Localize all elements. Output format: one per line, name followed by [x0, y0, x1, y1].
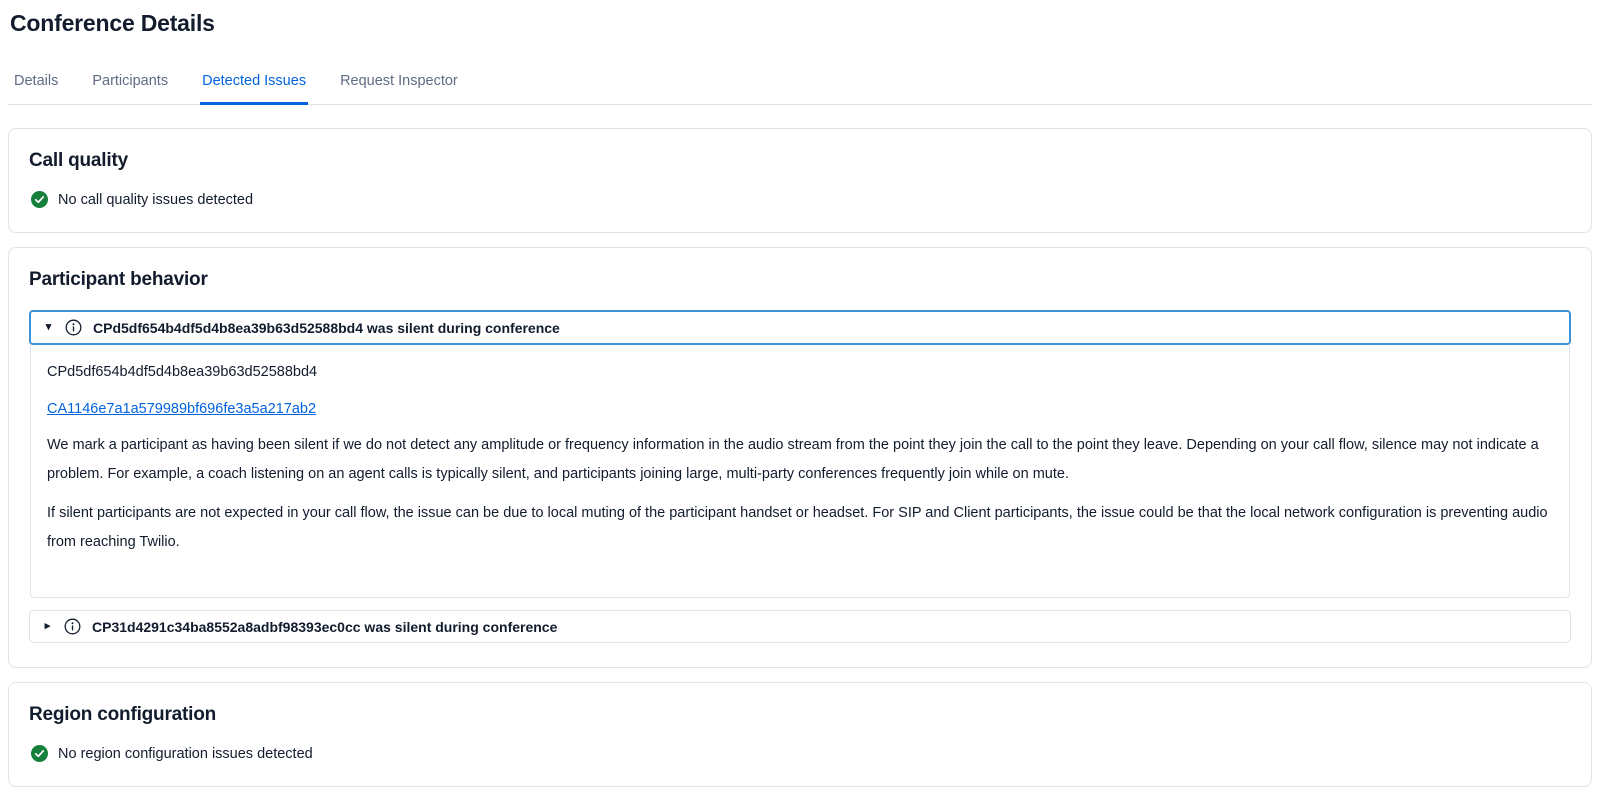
tab-participants[interactable]: Participants	[92, 73, 169, 89]
call-quality-card	[8, 128, 1592, 233]
region-configuration-status-text: No region configuration issues detected	[58, 745, 313, 762]
issue-detail-panel	[30, 345, 1570, 598]
region-configuration-heading: Region configuration	[29, 704, 217, 725]
call-sid-link[interactable]: CA1146e7a1a579989bf696fe3a5a217ab2	[47, 401, 317, 417]
call-quality-status	[31, 191, 1571, 208]
issue-title: CPd5df654b4df5d4b8ea39b63d52588bd4 was silent during conference	[93, 319, 560, 336]
participant-sid: CPd5df654b4df5d4b8ea39b63d52588bd4	[47, 364, 318, 380]
region-configuration-status	[31, 745, 1571, 762]
participant-behavior-heading: Participant behavior	[29, 269, 208, 290]
issue-accordion-header-collapsed[interactable]	[29, 610, 1571, 643]
region-configuration-card	[8, 682, 1592, 787]
info-icon	[64, 618, 81, 635]
participant-behavior-card	[8, 247, 1592, 668]
tab-bar	[8, 67, 1592, 105]
chevron-right-icon: ▸	[44, 620, 51, 632]
issue-description-paragraph-2: If silent participants are not expected in your call flow, the issue can be due to local muting of the participant handset or headset. For SIP and Client participants, the issue could be that the local network configuration is preventing audio from reaching Twilio.	[47, 505, 1548, 550]
tab-request-inspector[interactable]: Request Inspector	[340, 73, 458, 89]
page-title: Conference Details	[10, 10, 215, 36]
tab-details[interactable]: Details	[14, 73, 59, 89]
call-quality-heading: Call quality	[29, 150, 128, 171]
issue-title: CP31d4291c34ba8552a8adbf98393ec0cc was silent during conference	[92, 618, 558, 635]
issues-accordion-group	[29, 310, 1571, 643]
success-check-icon	[31, 745, 48, 762]
tab-detected-issues[interactable]: Detected Issues	[200, 67, 308, 105]
info-icon	[65, 319, 82, 336]
call-quality-status-text: No call quality issues detected	[58, 191, 254, 208]
issue-description-paragraph-1: We mark a participant as having been silent if we do not detect any amplitude or frequency information in the audio stream from the point they join the call to the point they leave. Depending on your call flow, silence may not indicate a problem. For example, a coach listening on an agent calls is typically silent, and participants joining large, multi-party conferences frequently join while on mute.	[47, 437, 1539, 482]
chevron-down-icon: ▾	[45, 321, 52, 333]
call-sid-link-row	[47, 399, 1553, 419]
success-check-icon	[31, 191, 48, 208]
issue-accordion-header[interactable]	[29, 310, 1571, 345]
issue-item-expanded	[29, 310, 1571, 598]
